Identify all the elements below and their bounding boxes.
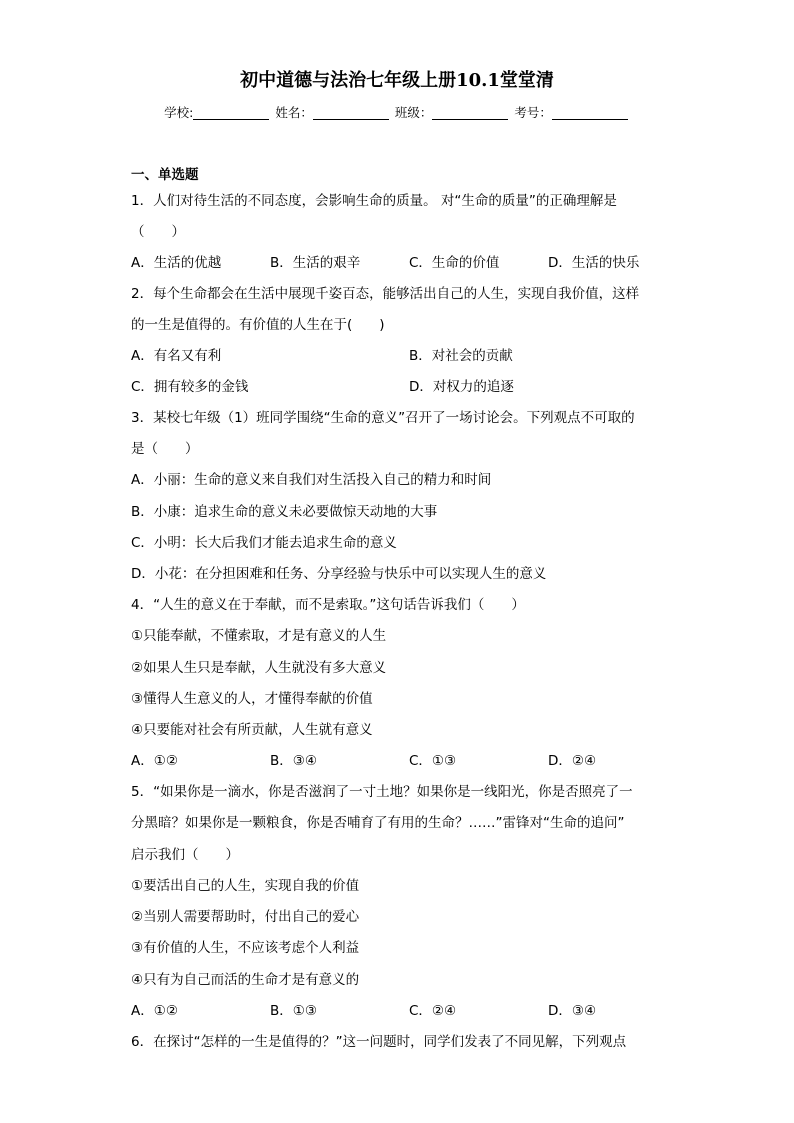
school-blank[interactable]	[193, 105, 269, 120]
question-5-option-a[interactable]: A．①②	[131, 1003, 178, 1019]
question-2-line-2: 的一生是值得的。有价值的人生在于( )	[131, 317, 385, 333]
question-4-option-d[interactable]: D．②④	[548, 753, 597, 769]
question-4-statement-1: ①只能奉献，不懂索取，才是有意义的人生	[131, 628, 387, 644]
question-5-option-c[interactable]: C．②④	[409, 1003, 457, 1019]
question-4-statement-4: ④只要能对社会有所贡献，人生就有意义	[131, 722, 373, 738]
question-3-option-b[interactable]: B．小康：追求生命的意义未必要做惊天动地的大事	[131, 504, 438, 520]
question-4-option-b[interactable]: B．③④	[270, 753, 317, 769]
question-5-line-1: 5．“如果你是一滴水，你是否滋润了一寸土地？如果你是一线阳光，你是否照亮了一	[131, 784, 633, 800]
question-3-option-c[interactable]: C．小明：长大后我们才能去追求生命的意义	[131, 535, 397, 551]
question-1-option-a[interactable]: A．生活的优越	[131, 255, 222, 271]
question-3-line-1: 3．某校七年级（1）班同学围绕“生命的意义”召开了一场讨论会。下列观点不可取的	[131, 410, 635, 426]
question-2-option-a[interactable]: A．有名又有利	[131, 348, 222, 364]
question-4-option-a[interactable]: A．①②	[131, 753, 178, 769]
question-1-line-1: 1．人们对待生活的不同态度，会影响生命的质量。 对“生命的质量”的正确理解是	[131, 193, 617, 209]
name-label: 姓名：	[275, 105, 313, 120]
class-label: 班级：	[394, 105, 433, 120]
question-5-statement-2: ②当别人需要帮助时，付出自己的爱心	[131, 909, 360, 925]
question-5-option-b[interactable]: B．①③	[270, 1003, 317, 1019]
question-5-line-3: 启示我们（ ）	[131, 847, 239, 863]
question-6-line-1: 6．在探讨“怎样的一生是值得的？”这一问题时，同学们发表了不同见解，下列观点	[131, 1034, 627, 1050]
question-5-statement-3: ③有价值的人生，不应该考虑个人利益	[131, 940, 360, 956]
name-blank[interactable]	[313, 105, 389, 120]
page-title: 初中道德与法治七年级上册10.1堂堂清	[240, 70, 554, 91]
section-heading: 一、单选题	[131, 167, 199, 183]
question-3-option-a[interactable]: A．小丽：生命的意义来自我们对生活投入自己的精力和时间	[131, 472, 492, 488]
question-1-line-2: （ ）	[131, 224, 185, 240]
question-2-option-c[interactable]: C．拥有较多的金钱	[131, 379, 249, 395]
question-4-statement-3: ③懂得人生意义的人，才懂得奉献的价值	[131, 691, 373, 707]
question-4-option-c[interactable]: C．①③	[409, 753, 457, 769]
student-info-row	[0, 102, 794, 124]
question-4-statement-2: ②如果人生只是奉献，人生就没有多大意义	[131, 660, 387, 676]
question-5-statement-1: ①要活出自己的人生，实现自我的价值	[131, 878, 360, 894]
question-2-line-1: 2．每个生命都会在生活中展现千姿百态，能够活出自己的人生，实现自我价值，这样	[131, 286, 640, 302]
question-1-option-b[interactable]: B．生活的艰辛	[270, 255, 361, 271]
question-1-option-d[interactable]: D．生活的快乐	[548, 255, 640, 271]
question-5-option-d[interactable]: D．③④	[548, 1003, 597, 1019]
question-3-option-d[interactable]: D．小花：在分担困难和任务、分享经验与快乐中可以实现人生的意义	[131, 566, 547, 582]
class-blank[interactable]	[432, 105, 508, 120]
question-5-statement-4: ④只有为自己而活的生命才是有意义的	[131, 972, 360, 988]
question-2-option-d[interactable]: D．对权力的追逐	[409, 379, 514, 395]
school-label: 学校:	[164, 105, 194, 120]
question-1-option-c[interactable]: C．生命的价值	[409, 255, 500, 271]
exam-no-blank[interactable]	[552, 105, 628, 120]
question-5-line-2: 分黑暗？如果你是一颗粮食，你是否哺育了有用的生命？……”雷锋对“生命的追问”	[131, 815, 625, 831]
question-2-option-b[interactable]: B．对社会的贡献	[409, 348, 513, 364]
question-4-line-1: 4．“人生的意义在于奉献，而不是索取。”这句话告诉我们（ ）	[131, 597, 525, 613]
exam-no-label: 考号：	[514, 105, 552, 120]
question-3-line-2: 是（ ）	[131, 441, 199, 457]
